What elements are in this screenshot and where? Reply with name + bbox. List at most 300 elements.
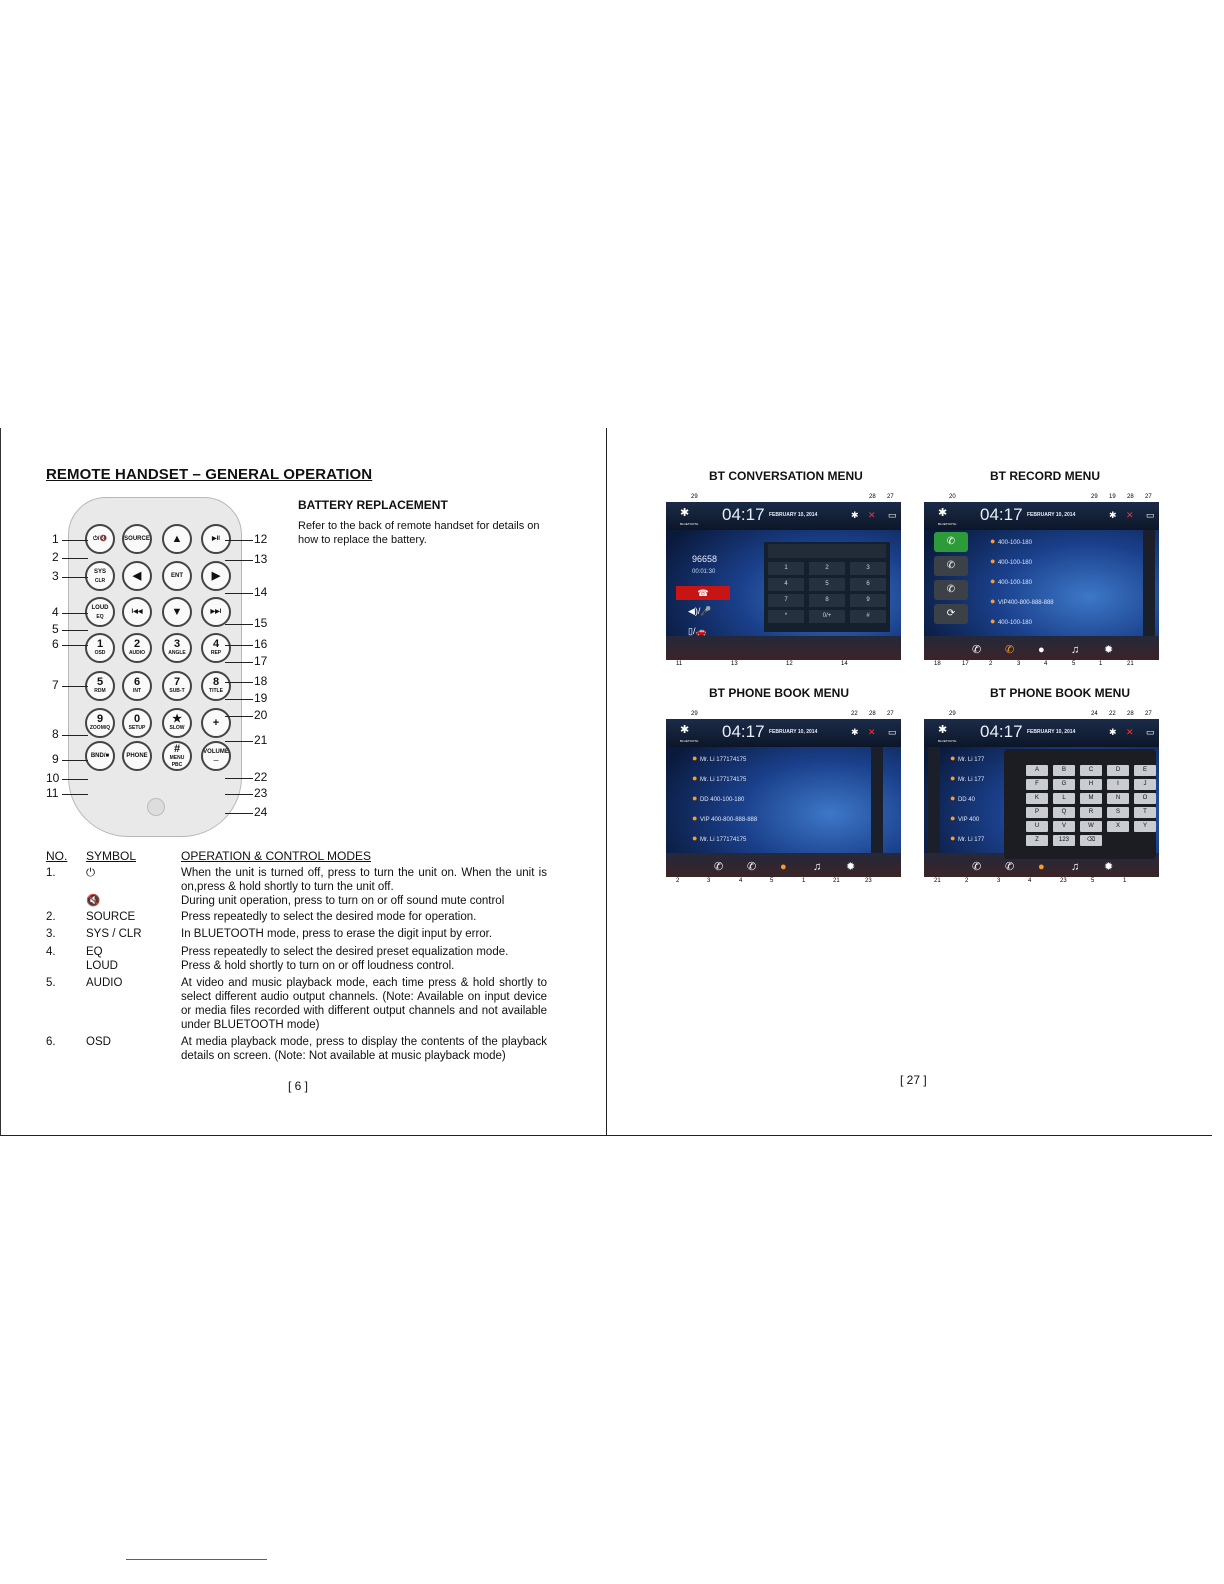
remote-button-label: 8 <box>212 676 220 688</box>
remote-button-sublabel: INT <box>132 688 142 694</box>
contact-name: DD <box>957 797 969 803</box>
remote-button-menu[interactable] <box>162 741 192 771</box>
record-list-item[interactable] <box>990 576 1032 586</box>
top-marker: 27 <box>1145 494 1152 500</box>
phonebook-list-item <box>950 833 984 843</box>
screen-mode-icon: ▭ <box>1146 727 1155 737</box>
contact-number: 40 <box>968 797 975 803</box>
screen-bottombar <box>666 636 901 660</box>
recent-calls-icon[interactable]: ✆ <box>1005 861 1015 873</box>
bottom-marker: 1 <box>1099 661 1103 667</box>
remote-button-sublabel: EQ <box>96 614 104 620</box>
bottom-marker: 4 <box>1044 661 1048 667</box>
dial-display <box>768 544 886 558</box>
top-marker: 24 <box>1091 711 1098 717</box>
top-marker: 29 <box>691 494 698 500</box>
phone-icon[interactable]: ✆ <box>972 644 982 656</box>
music-icon[interactable]: ♫ <box>1071 644 1080 656</box>
bluetooth-label: BLUETOOTH <box>680 739 699 743</box>
key-9[interactable]: J <box>1134 779 1156 790</box>
record-number: VIP400-800-888-888 <box>997 600 1054 606</box>
scrollbar <box>871 747 883 853</box>
remote-button-k8[interactable] <box>201 671 231 701</box>
bottom-marker: 5 <box>1091 878 1095 884</box>
battery-heading: BATTERY REPLACEMENT <box>298 498 448 512</box>
key-18[interactable]: S <box>1107 807 1129 818</box>
bluetooth-icon: ✱ <box>938 724 948 736</box>
screen-4 <box>924 719 1159 877</box>
callout-line <box>62 558 88 559</box>
callout-right-14: 14 <box>254 585 268 599</box>
contact-icon: ● <box>692 833 700 843</box>
callout-line <box>62 779 88 780</box>
key-26[interactable]: 123 <box>1053 835 1075 846</box>
remote-button-label: 5 <box>96 676 104 688</box>
row-no: 2. <box>46 911 56 923</box>
remote-button-volup[interactable] <box>201 708 231 738</box>
remote-button-up[interactable] <box>162 524 192 554</box>
top-marker: 28 <box>869 711 876 717</box>
settings-icon[interactable]: ✹ <box>846 861 856 873</box>
remote-button-k1[interactable] <box>85 633 115 663</box>
recent-calls-icon[interactable]: ✆ <box>1005 644 1015 656</box>
remote-button-label: ▶▶I <box>210 608 222 615</box>
top-marker: 27 <box>887 711 894 717</box>
contact-name: Mr. Li <box>957 777 975 783</box>
top-marker: 27 <box>887 494 894 500</box>
key-21[interactable]: V <box>1053 821 1075 832</box>
contacts-icon[interactable]: ● <box>1038 644 1045 656</box>
dial-key-6[interactable]: 7 <box>768 594 804 607</box>
remote-button-k5[interactable] <box>85 671 115 701</box>
record-side-button-3[interactable]: ⟳ <box>934 604 968 624</box>
screen-title-3: BT PHONE BOOK MENU <box>709 686 850 700</box>
record-side-button-0[interactable]: ✆ <box>934 532 968 552</box>
remote-button-sublabel: RDM <box>94 688 106 694</box>
contact-number: 177 <box>974 757 985 763</box>
bottom-marker: 12 <box>786 661 793 667</box>
remote-button-k6[interactable] <box>122 671 152 701</box>
bluetooth-label: BLUETOOTH <box>938 739 957 743</box>
phone-icon[interactable]: ✆ <box>972 861 982 873</box>
contact-number: 400 <box>969 817 980 823</box>
remote-button-sublabel: CLR <box>94 578 106 584</box>
bottom-marker: 5 <box>770 878 774 884</box>
contacts-icon[interactable]: ● <box>780 861 787 873</box>
scrollbar <box>928 747 940 853</box>
callout-line <box>225 662 253 663</box>
clock: 04:17 <box>722 505 765 524</box>
callout-line <box>225 778 253 779</box>
remote-button-k0[interactable] <box>122 708 152 738</box>
col-header-no: NO. <box>46 849 68 863</box>
top-marker: 20 <box>949 494 956 500</box>
phonebook-list-item[interactable] <box>692 793 744 803</box>
page-title: REMOTE HANDSET – GENERAL OPERATION <box>46 466 373 483</box>
remote-button-k3[interactable] <box>162 633 192 663</box>
music-icon[interactable]: ♫ <box>813 861 822 873</box>
contact-name: VIP <box>699 817 712 823</box>
key-4[interactable]: E <box>1134 765 1156 776</box>
call-timer: 00:01:30 <box>692 569 716 575</box>
remote-button-label: # <box>173 742 181 755</box>
row-description: When the unit is turned off, press to turn the unit on. When the unit is on,press & hold shortly to turn the unit off. <box>181 867 547 893</box>
screen-title-2: BT RECORD MENU <box>990 469 1100 483</box>
bluetooth-status-icon: ✱ <box>1109 727 1117 737</box>
contact-name: Mr. Li <box>699 837 717 843</box>
phonebook-list-item[interactable] <box>692 833 746 843</box>
bottom-marker: 11 <box>676 661 683 667</box>
phonebook-list-item[interactable] <box>692 773 746 783</box>
top-marker: 28 <box>1127 711 1134 717</box>
remote-button-label: 3 <box>173 638 181 650</box>
callout-line <box>225 645 253 646</box>
key-14[interactable]: O <box>1134 793 1156 804</box>
top-marker: 28 <box>1127 494 1134 500</box>
date: FEBRUARY 10, 2014 <box>769 512 818 518</box>
key-8[interactable]: I <box>1107 779 1129 790</box>
remote-button-left[interactable] <box>122 561 152 591</box>
key-16[interactable]: Q <box>1053 807 1075 818</box>
dial-key-4[interactable]: 5 <box>809 578 845 591</box>
row-no: 3. <box>46 928 56 940</box>
remote-button-play[interactable] <box>201 524 231 554</box>
key-1[interactable]: B <box>1053 765 1075 776</box>
phonebook-list-item <box>950 813 979 823</box>
callout-right-17: 17 <box>254 654 268 668</box>
remote-button-label: 2 <box>133 638 141 650</box>
phonebook-list-item <box>950 793 975 803</box>
callout-right-16: 16 <box>254 637 268 651</box>
callout-left-7: 7 <box>52 678 59 692</box>
remote-button-label: BND/■ <box>90 752 110 759</box>
bluetooth-label: BLUETOOTH <box>680 522 699 526</box>
bottom-marker: 5 <box>1072 661 1076 667</box>
contact-number: 177174175 <box>716 757 747 763</box>
row-symbol: OSD <box>86 1036 111 1048</box>
phonebook-list-item <box>950 753 984 763</box>
col-header-symbol: SYMBOL <box>86 849 137 863</box>
contact-icon: ● <box>692 753 700 763</box>
remote-button-power[interactable] <box>85 524 115 554</box>
bluetooth-status-icon: ✱ <box>1109 510 1117 520</box>
clock: 04:17 <box>980 505 1023 524</box>
key-2[interactable]: C <box>1080 765 1102 776</box>
screen-2 <box>924 502 1159 660</box>
key-10[interactable]: K <box>1026 793 1048 804</box>
callout-left-9: 9 <box>52 752 59 766</box>
contact-name: Mr. Li <box>699 757 717 763</box>
key-12[interactable]: M <box>1080 793 1102 804</box>
remote-button-voldn[interactable] <box>201 741 231 771</box>
dial-key-8[interactable]: 9 <box>850 594 886 607</box>
record-number: 400-100-180 <box>997 560 1032 566</box>
key-13[interactable]: N <box>1107 793 1129 804</box>
bottom-marker: 1 <box>1123 878 1127 884</box>
page-bottom-border <box>0 1135 1212 1136</box>
remote-button-loud[interactable] <box>85 597 115 627</box>
callout-right-20: 20 <box>254 708 268 722</box>
remote-button-k2[interactable] <box>122 633 152 663</box>
callout-left-3: 3 <box>52 569 59 583</box>
remote-button-label: 1 <box>96 638 104 650</box>
row-symbol: SYS / CLR <box>86 928 142 940</box>
remote-button-slow[interactable] <box>162 708 192 738</box>
row-description: In BLUETOOTH mode, press to erase the digit input by error. <box>181 928 493 940</box>
screen-title-1: BT CONVERSATION MENU <box>709 469 863 483</box>
bottom-marker: 2 <box>965 878 969 884</box>
bottom-marker: 14 <box>841 661 848 667</box>
page-number-left: [ 6 ] <box>288 1079 309 1093</box>
bottom-marker: 18 <box>934 661 941 667</box>
contact-number: 177 <box>974 837 985 843</box>
record-side-button-2[interactable]: ✆ <box>934 580 968 600</box>
remote-button-ent[interactable] <box>162 561 192 591</box>
remote-button-label: ▲ <box>171 532 183 545</box>
remote-button-sys[interactable] <box>85 561 115 591</box>
top-marker: 29 <box>949 711 956 717</box>
key-7[interactable]: H <box>1080 779 1102 790</box>
remote-button-next[interactable] <box>201 597 231 627</box>
callout-left-1: 1 <box>52 532 59 546</box>
key-17[interactable]: R <box>1080 807 1102 818</box>
remote-button-label: ⏻/🔇 <box>93 535 107 542</box>
dial-key-5[interactable]: 6 <box>850 578 886 591</box>
col-header-operation: OPERATION & CONTROL MODES <box>181 849 372 863</box>
remote-button-label: LOUD <box>91 605 109 611</box>
letter-keyboard <box>1004 749 1156 859</box>
callout-right-23: 23 <box>254 786 268 800</box>
screen-3 <box>666 719 901 877</box>
bluetooth-icon: ✱ <box>680 724 690 736</box>
callout-right-24: 24 <box>254 805 268 819</box>
contact-name: Mr. Li <box>957 837 975 843</box>
row-description: During unit operation, press to turn on or off sound mute control <box>181 895 505 907</box>
remote-button-sublabel: MENU PBC <box>169 754 185 768</box>
key-5[interactable]: F <box>1026 779 1048 790</box>
contact-icon: ● <box>692 813 700 823</box>
page-number-right: [ 27 ] <box>900 1073 927 1087</box>
callout-left-5: 5 <box>52 622 59 636</box>
remote-button-prev[interactable] <box>122 597 152 627</box>
remote-button-label: SYS <box>93 569 106 575</box>
callout-line <box>62 760 88 761</box>
bottom-marker: 4 <box>1028 878 1032 884</box>
row-description: At media playback mode, press to display the contents of the playback details on screen. (Note: Not available at music playback mode) <box>181 1036 547 1062</box>
key-20[interactable]: U <box>1026 821 1048 832</box>
callout-left-10: 10 <box>46 771 60 785</box>
callout-line <box>225 716 253 717</box>
remote-button-sublabel: REP <box>210 650 222 656</box>
top-marker: 29 <box>1091 494 1098 500</box>
phonebook-list-item[interactable] <box>692 753 746 763</box>
phonebook-list-item <box>950 773 984 783</box>
callout-line <box>62 645 88 646</box>
key-19[interactable]: T <box>1134 807 1156 818</box>
callout-line <box>225 560 253 561</box>
remote-button-k9[interactable] <box>85 708 115 738</box>
key-23[interactable]: X <box>1107 821 1129 832</box>
dial-key-10[interactable]: 0/+ <box>809 610 845 623</box>
key-6[interactable]: G <box>1053 779 1075 790</box>
contact-icon: ● <box>950 813 958 823</box>
row-symbol: AUDIO <box>86 977 123 989</box>
callout-line <box>62 794 88 795</box>
bottom-marker: 2 <box>676 878 680 884</box>
disconnect-icon: ✕ <box>1126 727 1134 737</box>
contact-name: VIP <box>957 817 970 823</box>
music-icon[interactable]: ♫ <box>1071 861 1080 873</box>
remote-button-sublabel: SUB-T <box>169 688 185 694</box>
key-15[interactable]: P <box>1026 807 1048 818</box>
callout-line <box>225 741 253 742</box>
settings-icon[interactable]: ✹ <box>1104 861 1114 873</box>
row-symbol: EQ <box>86 946 103 958</box>
handset-car-icon: ▯/🚗 <box>688 626 707 636</box>
screen-mode-icon: ▭ <box>888 510 897 520</box>
remote-ir-window <box>147 798 165 816</box>
callout-line <box>62 613 88 614</box>
date: FEBRUARY 10, 2014 <box>769 729 818 735</box>
remote-button-label: 0 <box>133 713 141 725</box>
row-description: Press repeatedly to select the desired mode for operation. <box>181 911 477 923</box>
row-symbol: SOURCE <box>86 911 136 923</box>
contact-number: 400-100-180 <box>710 797 745 803</box>
remote-button-source[interactable] <box>122 524 152 554</box>
bluetooth-status-icon: ✱ <box>851 727 859 737</box>
remote-button-label: 7 <box>173 676 181 688</box>
page-divider <box>606 428 607 1136</box>
callout-right-18: 18 <box>254 674 268 688</box>
contact-icon: ● <box>990 576 998 586</box>
contact-icon: ● <box>950 793 958 803</box>
remote-button-sublabel: OSD <box>94 650 106 656</box>
callout-right-22: 22 <box>254 770 268 784</box>
top-marker: 19 <box>1109 494 1116 500</box>
key-3[interactable]: D <box>1107 765 1129 776</box>
remote-button-label: ▶ <box>211 569 221 582</box>
settings-icon[interactable]: ✹ <box>1104 644 1114 656</box>
bottom-marker: 13 <box>731 661 738 667</box>
record-list-item[interactable] <box>990 556 1032 566</box>
callout-line <box>225 682 253 683</box>
record-number: 400-100-180 <box>997 580 1032 586</box>
remote-button-bnd[interactable] <box>85 741 115 771</box>
remote-button-sublabel: AUDIO <box>128 650 146 656</box>
callout-left-6: 6 <box>52 637 59 651</box>
record-list-item[interactable] <box>990 536 1032 546</box>
row-symbol: LOUD <box>86 960 118 972</box>
dial-key-2[interactable]: 3 <box>850 562 886 575</box>
screen-1 <box>666 502 901 660</box>
callout-right-12: 12 <box>254 532 268 546</box>
screen-mode-icon: ▭ <box>888 727 897 737</box>
disconnect-icon: ✕ <box>868 510 876 520</box>
contact-number: 177174175 <box>716 837 747 843</box>
key-0[interactable]: A <box>1026 765 1048 776</box>
remote-button-sublabel: TITLE <box>209 688 223 694</box>
key-11[interactable]: L <box>1053 793 1075 804</box>
remote-button-k7[interactable] <box>162 671 192 701</box>
remote-button-label: 9 <box>96 713 104 725</box>
callout-line <box>225 813 253 814</box>
row-description: Press & hold shortly to turn on or off loudness control. <box>181 960 455 972</box>
dial-key-0[interactable]: 1 <box>768 562 804 575</box>
phone-icon[interactable]: ✆ <box>714 861 724 873</box>
remote-button-label: PHONE <box>126 752 148 759</box>
remote-button-sublabel: SETUP <box>128 725 146 731</box>
callout-line <box>62 735 88 736</box>
remote-button-down[interactable] <box>162 597 192 627</box>
date: FEBRUARY 10, 2014 <box>1027 512 1076 518</box>
scrollbar <box>1143 530 1155 636</box>
phonebook-list-item[interactable] <box>692 813 757 823</box>
bottom-marker: 17 <box>962 661 969 667</box>
contacts-icon[interactable]: ● <box>1038 861 1045 873</box>
audio-switch-icon: ◀)/🎤 <box>688 606 712 616</box>
remote-button-label: 6 <box>133 676 141 688</box>
dial-key-7[interactable]: 8 <box>809 594 845 607</box>
contact-icon: ● <box>950 753 958 763</box>
key-25[interactable]: Z <box>1026 835 1048 846</box>
key-22[interactable]: W <box>1080 821 1102 832</box>
date: FEBRUARY 10, 2014 <box>1027 729 1076 735</box>
contact-number: 400-800-888-888 <box>711 817 758 823</box>
bottom-marker: 1 <box>802 878 806 884</box>
record-list-item[interactable] <box>990 616 1032 626</box>
record-list-item[interactable] <box>990 596 1054 606</box>
key-24[interactable]: Y <box>1134 821 1156 832</box>
remote-button-right[interactable] <box>201 561 231 591</box>
top-marker: 29 <box>691 711 698 717</box>
callout-line <box>225 593 253 594</box>
bottom-marker: 23 <box>1060 878 1067 884</box>
contact-name: Mr. Li <box>957 757 975 763</box>
callout-line <box>62 686 88 687</box>
bluetooth-icon: ✱ <box>680 507 690 519</box>
dial-key-3[interactable]: 4 <box>768 578 804 591</box>
recent-calls-icon[interactable]: ✆ <box>747 861 757 873</box>
callout-line <box>62 630 88 631</box>
dial-key-9[interactable]: * <box>768 610 804 623</box>
key-27[interactable]: ⌫ <box>1080 835 1102 846</box>
remote-button-label: VOLUME <box>203 749 229 755</box>
top-marker: 22 <box>851 711 858 717</box>
row-no: 1. <box>46 867 56 879</box>
bluetooth-icon: ✱ <box>938 507 948 519</box>
end-call-button[interactable]: ☎ <box>676 586 730 600</box>
footer-link-underline <box>126 1559 267 1560</box>
record-side-button-1[interactable]: ✆ <box>934 556 968 576</box>
remote-button-sublabel: ANGLE <box>168 650 186 656</box>
clock: 04:17 <box>722 722 765 741</box>
bottom-marker: 21 <box>934 878 941 884</box>
dial-keypad <box>764 542 890 632</box>
dial-key-11[interactable]: # <box>850 610 886 623</box>
dial-key-1[interactable]: 2 <box>809 562 845 575</box>
remote-button-phone[interactable] <box>122 741 152 771</box>
bottom-marker: 3 <box>707 878 711 884</box>
callout-line <box>225 699 253 700</box>
callout-right-19: 19 <box>254 691 268 705</box>
remote-button-k4[interactable] <box>201 633 231 663</box>
row-symbol: 🔇 <box>86 895 101 907</box>
disconnect-icon: ✕ <box>1126 510 1134 520</box>
bottom-marker: 21 <box>1127 661 1134 667</box>
bottom-marker: 23 <box>865 878 872 884</box>
remote-button-label: SOURCE <box>124 535 150 542</box>
row-no: 6. <box>46 1036 56 1048</box>
